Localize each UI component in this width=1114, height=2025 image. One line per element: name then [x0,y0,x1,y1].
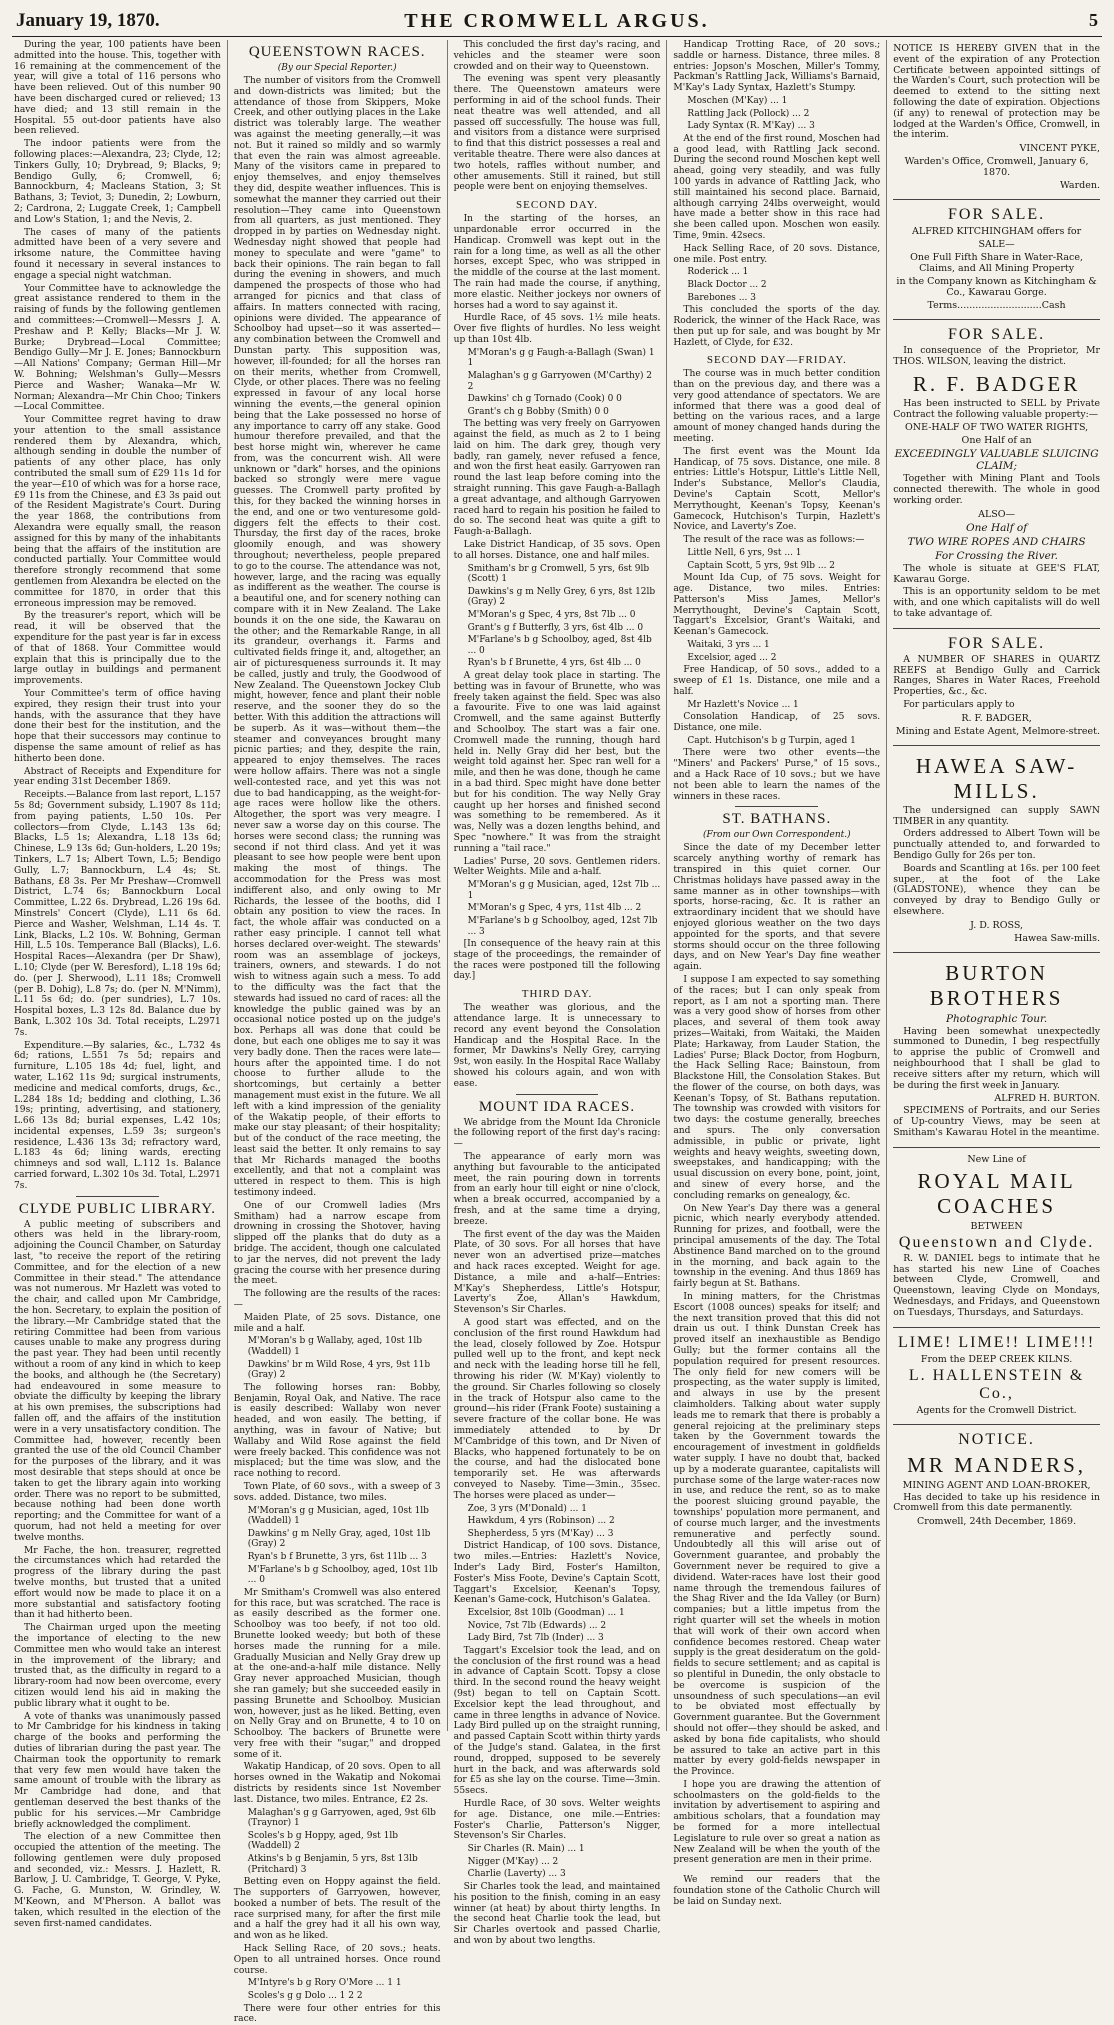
manders-ad [893,1424,1100,1536]
race-result: Waitaki, 3 yrs ... 1 [687,640,770,651]
race-result: Black Doctor ... 2 [687,279,767,290]
divider [516,1094,599,1095]
column-4 [667,40,887,1907]
race-result: Lady Syntax (R. M'Kay) ... 3 [687,121,815,132]
paragraph: On New Year's Day there was a general picnic, which nearly everybody attended. Running for prizes, and football, were the principal amusements of the day. The Total Abstinence Band marched on to the ground in the morning, and back again to the township in the evening. And thus 1869 has fairly begun at St. Bathans. [673,1203,881,1290]
paragraph: The cases of many of the patients admitted have been of a very severe and irksome nature, the Committee having found it necessary in several instances to engage a special night watchman. [14,227,221,281]
race-result: Sir Charles (R. Main) ... 1 [467,1844,585,1855]
ad-text: A NUMBER OF SHARES in QUARTZ REEFS at Bendigo Gully and Carrick Ranges, Shares in Water Races, Freehold Properties, &c., &c. [893,653,1100,698]
ad-line: BETWEEN [970,1220,1023,1232]
friday-heading: SECOND DAY—FRIDAY. [706,354,847,367]
race-heading: Hurdle Race, of 30 sovs. Welter weights for age. Distance, one mile.—Entries: Foster's Charlie, Patterson's Nigger, Stevenson's Sir Charles. [453,1799,661,1842]
ad-text: Boards and Scantling at 16s. per 100 feet super., at the foot of the Lake (GLADSTONE), whence they can be conveyed by dray to Bendigo Gully or elsewhere. [893,862,1100,917]
notice-office: Warden's Office, Cromwell, January 6, 1870. [904,156,1089,179]
third-day-heading: THIRD DAY. [521,988,593,1001]
ad-text: The whole is situate at GEE'S FLAT, Kawarau Gorge. [893,562,1100,585]
notice-signatory: VINCENT PYKE, [1019,143,1100,155]
paragraph: The following horses ran: Bobby, Benjamin, Royal Oak, and Native. The race is easily described: Wallaby won never headed, and won easily. The betting, if anything, was in favour of Native; but Wallaby and Wild Rose against the field were freely backed. This confidence was not misplaced; but the time was slow, and the race nothing to record. [233,1382,441,1480]
paragraph: Since the date of my December letter scarcely anything worthy of remark has transpired in this quiet corner. Our Christmas holidays have passed away in the same manner as in other townships—with sports, horse-racing, &c. It is rather an extraordinary incident that we should have enjoyed glorious weather on the two days appointed for the sports, and that severe storms should occur on the three following days, and on New Year's Day fine weather again. [673,843,881,973]
paragraph: In mining matters, for the Christmas Escort (1008 ounces) speaks for itself; and the next transition proved that this did not drain us out. I think Dunstan Creek has proved itself an inexhaustible as Bendigo Gully; but the former contains all the population required for present resources. The only field for new comers will be prospecting, as the water supply is limited, and always in use by the present claimholders. Talking about water supply leads me to remark that there is probably a general rejoicing at the preliminary steps taken by the Government towards the encouragement of investment in goldfields water supply. I have no doubt that, backed up by a moderate guarantee, capitalists will purchase some of the large water-races now in use, and reduce the rent, so as to make the poorest sluicing ground payable, the townships' population more permanent, and of course much larger, and the investments remunerative and perfectly sound. Undoubtedly all this will arise out of Government guarantee, and probably the Government never be required to give a dividend. Water-races have lost their good name through the tremendous failures of the Shag River and the Ida Valley (or Burn) companies; but a little impetus from the right quarter will set the wheels in motion that will work of their own accord when confidence becomes restored. Cheap water supply is the great desideratum on the gold-fields to secure settlement; and as capital is so plentiful in Dunedin, the only obstacle to be overcome is suspicion of the unsoundness of such speculations—an evil to be obviated most effectually by Government guarantee. But the Government should not offer—they should be asked, and asked by bona fide capitalists, who should be assured to take an active part in this matter by every gold-fields newspaper in the Province. [673,1292,881,1778]
st-bathans-heading: ST. BATHANS. [722,811,832,828]
expenditure: Expenditure.—By salaries, &c., L.732 4s 6d; rations, L.551 7s 5d; repairs and furniture, L.105 18s 4d; fuel, light, and water, L.162 11s 9d; surgical instruments, medicine and medical comforts, drugs, &c., L.284 18s 1d; bedding and clothing, L.36 19s; printing, advertising, and stationery, L.66 13s 8d; burial expenses, L.42 10s; incidental expenses, L.59 3s; surgeon's residence, L.436 13s 3d; refractory ward, L.183 4s 6d; lining wards, erecting chimneys and sod wall, L.112 1s. Balance carried forward, L.302 10s 3d. Total, L.2971 7s. [14,1040,221,1191]
page-number: 5 [1089,10,1098,30]
ad-line: Terms............................Cash [927,300,1066,312]
race-result: Ryan's b f Brunette, 4 yrs, 6st 4lb ... 0 [467,658,641,669]
manders-name: MR MANDERS, [907,1452,1087,1477]
column-3 [448,40,668,1946]
paragraph: The first event of the day was the Maiden Plate, of 30 sovs. For all horses that have never won an advertised prize—matches and hack races excepted. Weight for age. Distance, a mile and a-half—Entries: M'Kay's Shepherdess, Little's Hotspur, Laverty's Zoe, Allan's Hawkdum, Stevenson's Sir Charles. [453,1229,661,1316]
paragraph: There were four other entries for this race. [233,2003,441,2025]
ad-line: J. D. ROSS, [970,919,1024,931]
race-heading: Wakatip Handicap, of 20 sovs. Open to all horses owned in the Wakatip and Nokomai districts by residents since 1st November last. Distance, two miles. Entrance, £2 2s. [233,1762,441,1805]
ad-heading: FOR SALE. [948,634,1046,652]
ad-line: ALSO— [978,508,1016,520]
paragraph: The appearance of early morn was anything but favourable to the anticipated meet, the rain pouring down in torrents from an early hour till eight or nine o'clock, when a break occurred, accompanied by a fresh, and at the same time a drying, breeze. [453,1152,661,1227]
byline: (By our Special Reporter.) [277,63,397,73]
paragraph: I suppose I am expected to say something of the races; but I can only speak from report, as I am not a sporting man. There was a very good show of horses from other places, and several of them took away prizes—Waitaki, from Waitaki, the Maiden Plate; Harkaway, from Lauder Station, the Ladies' Purse; Black Doctor, from Hogburn, the Hack Selling Race; Bainstoun, from Blackstone Hill, the Consolation Stakes. But the flower of the course, on both days, was Keenan's Topsy, of St. Bathans reputation. The township was crowded with visitors for two days: the costume generally, breeches and spurs. The only conversation admissible, in public or private, light weights and heavy weights, sweeting down, sweepstakes, and handicapping; with the usual discussion on every bone, point, joint, and sinew of every horse, and the concluding remarks on genealogy, &c. [673,974,881,1201]
race-result: M'Moran's g g Musician, aged, 12st 7lb ... 1 [467,880,661,901]
race-result: Nigger (M'Kay) ... 2 [467,1856,559,1867]
race-result: M'Farlane's b g Schoolboy, aged, 8st 4lb ... 0 [467,635,652,656]
abstract-heading: Abstract of Receipts and Expenditure for year ending 31st December 1869. [14,766,221,788]
ad-line: EXCEEDINGLY VALUABLE SLUICING CLAIM; [894,448,1099,473]
mount-ida-heading: MOUNT IDA RACES. [478,1098,636,1115]
second-day-heading: SECOND DAY. [516,199,598,212]
race-result: Scoles's g g Dolo ... 1 2 2 [247,1991,363,2001]
ad-text: In consequence of the Proprietor, Mr THOS. WILSON, leaving the district. [893,345,1100,367]
paragraph: The election of a new Committee then occupied the attention of the meeting. The following gentlemen were duly proposed and seconded, viz.: Messrs. J. Hazlett, R. Barlow, J. U. Cambridge, T. George, V. Pyke, G. Fache, G. Munston, W. Grindley, W. M'Keown, and M'Pherson. A ballot was taken, which resulted in the election of the seven first-named candidates. [14,1832,221,1929]
race-result: Capt. Hutchison's b g Turpin, aged 1 [687,735,856,746]
kitchingham-ad [893,199,1100,319]
paragraph: The indoor patients were from the following places:—Alexandra, 23; Clyde, 12; Tinkers Gully, 10; Drybread, 9; Blacks, 9; Bendigo Gully, 6; Cromwell, 6; Bannockburn, 4; Macleans Station, 3; St Bathans, 3; Teviot, 3; Dunedin, 2; Lowburn, 2; Cardrona, 2; Luggate Creek, 1; Campbell and Low's Station, 1; and the Nevis, 2. [14,139,221,225]
race-result: Novice, 7st 7lb (Edwards) ... 2 [467,1620,607,1631]
ad-line: Hawea Saw-mills. [1014,932,1100,944]
lime-ad [893,1327,1100,1424]
ad-text: Orders addressed to Albert Town will be punctually attended to, and forwarded to Bendigo Gully for 26s per ton. [893,828,1100,861]
race-result: M'Farlane's b g Schoolboy, aged, 10st 1lb ... 0 [247,1564,438,1586]
paragraph: A vote of thanks was unanimously passed to Mr Cambridge for his kindness in taking charge of the books and performing the duties of librarian during the past year. The Chairman took the opportunity to remark that very few men would have taken the same amount of trouble with the library as Mr Cambridge had done, and that gentleman deserved the best thanks of the public for his services.—Mr Cambridge briefly acknowledged the compliment. [14,1711,221,1830]
race-result: Malaghan's g g Garryowen, aged, 9st 6lb (Traynor) 1 [247,1807,436,1829]
issue-date: January 19, 1870. [16,10,160,31]
paragraph: Your Committee regret having to draw your attention to the small assistance rendered them by Alexandra, which, although sending in double the number of patients of any other place, has only contributed the small sum of £29 11s 1d for the year—£10 of which was for a horse race, £9 11s from the Chinese, and £3 3s paid out of the Resident Magistrate's Court. During the year 1868, the contributions from Alexandra were equally small, the reason assigned for this by many of the inhabitants being that the affairs of the institution are conducted partially. Your Committee would therefore strongly recommend that some gentlemen from Alexandra be elected on the committee for 1870, in order that this erroneous impression may be removed. [14,415,221,609]
queenstown-races-heading: QUEENSTOWN RACES. [248,44,426,60]
paragraph: Sir Charles took the lead, and maintained his position to the finish, coming in an easy winner (at heat) by about thirty lengths. In the second heat Charlie took the lead, but Sir Charles overtook and passed Charlie, and won by about two lengths. [453,1882,661,1946]
race-result: M'Intyre's b g Rory O'More ... 1 1 [247,1978,402,1989]
paragraph: At the end of the first round, Moschen had a good lead, with Rattling Jack second. During the second round Moschen kept well ahead, going very steadily, and was fully 100 yards in advance of Rattling Jack, who still maintained his second place. Barnaid, although carrying 24lbs overweight, would have made a better show in this race had she been called upon. Moschen won easily. Time, 9min. 42secs. [673,133,881,241]
ad-heading: LIME! LIME!! LIME!!! [897,1333,1096,1351]
race-heading: Mount Ida Cup, of 75 sovs. Weight for age. Distance, two miles. Entries: Patterson's Miss James, Mellor's Merrythought, Devine's Captain Scott, Taggart's Excelsior, Grant's Waitaki, and Keenan's Gamecock. [673,573,881,638]
race-result: Barebones ... 3 [687,292,756,303]
race-heading: Consolation Handicap, of 25 sovs. Distance, one mile. [673,712,881,733]
race-result: Dawkins' g m Nelly Gray, aged, 10st 1lb (Gray) 2 [247,1528,431,1550]
ad-line: R. F. BADGER, [961,712,1032,724]
ad-heading: NOTICE. [958,1430,1035,1448]
clyde-library-heading: CLYDE PUBLIC LIBRARY. [18,1200,216,1217]
badger-ad [893,319,1100,628]
ad-text: Having been somewhat unexpectedly summoned to Dunedin, I beg respectfully to apprise the public of Cromwell and neighbourhood that I shall be glad to receive sitters after my return, which will be during the first week in January. [893,1025,1100,1091]
ad-line: L. HALLENSTEIN & Co., [908,1366,1085,1402]
race-result: Zoe, 3 yrs (M'Donald) ... 1 [467,1503,587,1514]
race-result: Scoles's b g Hoppy, aged, 9st 1lb (Waddell) 2 [247,1830,398,1852]
ad-heading: FOR SALE. [948,326,1046,344]
ad-heading: HAWEA SAW-MILLS. [915,753,1078,803]
ad-line: New Line of [967,1153,1026,1165]
ad-line: in the Company known as Kitchingham & Co., Kawarau Gorge. [896,276,1097,299]
ad-heading: ROYAL MAIL COACHES [917,1168,1076,1218]
race-heading: Hack Selling Race, of 20 sovs. Distance, one mile. Post entry. [673,243,881,265]
race-result: Charlie (Laverty) ... 3 [467,1869,566,1880]
race-result: Excelsior, 8st 10lb (Goodman) ... 1 [467,1608,625,1619]
race-heading: Free Handicap, of 50 sovs., added to a sweep of £1 1s. Distance, one mile and a half. [673,665,881,697]
ad-line: ALFRED KITCHINGHAM offers for [912,226,1082,238]
race-result: Rattling Jack (Pollock) ... 2 [687,108,810,119]
column-5-ads [887,40,1106,1731]
hawea-ad [893,745,1100,952]
race-result: Little Nell, 6 yrs, 9st ... 1 [687,548,802,559]
paragraph: One of our Cromwell ladies (Mrs Smitham) had a narrow escape from drowning in crossing the Shotover, having slipped off the planks that do duty as a bridge. The accident, though one calculated to jar the nerves, did not prevent the lady gracing the course with her presence during the meet. [233,1200,441,1287]
paper-title: THE CROMWELL ARGUS. [404,10,710,32]
race-result: Dawkins' ch g Tornado (Cook) 0 0 [467,394,622,405]
divider [76,1196,159,1197]
ad-text: R. W. DANIEL begs to intimate that he has started his new Line of Coaches between Clyde, Cromwell, and Queenstown, leaving Clyde on Mondays, Wednesdays, and Fridays, and Queenstown on Tuesdays, Thursdays, and Saturdays. [893,1252,1100,1318]
paragraph: Mr Fache, the hon. treasurer, regretted the circumstances which had retarded the progress of the library during the past twelve months, but trusted that a united effort would now be made to place it on a more substantial and satisfactory footing than it had hitherto been. [14,1545,221,1621]
ad-line: One Full Fifth Share in Water-Race, Claims, and All Mining Property [910,252,1084,275]
race-result: Ryan's b f Brunette, 3 yrs, 6st 11lb ... 3 [247,1551,427,1562]
ad-line: SALE— [978,239,1015,251]
ad-line: For Crossing the River. [935,549,1059,562]
burton-ad [893,952,1100,1147]
paragraph: This concluded the first day's racing, and vehicles and the steamer were soon crowded and on their way to Queenstown. [453,40,661,72]
race-result: Lady Bird, 7st 7lb (Inder) ... 3 [467,1633,604,1644]
paragraph: Betting even on Hoppy against the field. The supporters of Garryowen, however, booked a number of bets. The result of the race surprised many, for after the first mile and a half the grey had it all his own way, and won as he liked. [233,1877,441,1942]
race-result: Malaghan's g g Garryowen (M'Carthy) 2 2 [467,370,653,392]
paragraph: The betting was very freely on Garryowen against the field, as much as 2 to 1 being laid on him. The dark grey, though very badly, ran gamely, never refused a fence, and won the first heat easily. Garryowen ran round the last leap before coming into the straight running. This gave Faugh-a-Ballagh a great advantage, and although Garryowen raced hard to regain his position he failed to do so. The second heat was quite a gift to Faugh-a-Ballagh. [453,419,661,538]
paragraph: [In consequence of the heavy rain at this stage of the proceedings, the remainder of the races were postponed till the following day.] [453,939,661,982]
paragraph: The number of visitors from the Cromwell and down-districts was limited; but the attendance of those from Skippers, Moke Creek, and other outlying places in the Lake district was tolerably large. The weather was against the meeting generally,—it was not. But it rained so mildly and so warmly that even the rain was almost agreeable. Many of the visitors came in prepared to enjoy themselves, and enjoy themselves they did, despite weather influences. This is somewhat the manner they carried out their resolution—They came into Queenstown from all quarters, as just mentioned. They dropped in by parties on Wednesday night. Wednesday night showed that people had money to speculate and were "game" to back their opinions. The rain began to fall during the evening in showers, and much dampened the prospects of those who had arranged for picnics and that class of affairs. In matters connected with racing, opinions were divided. The appearance of Schoolboy had upset—so it was asserted—any combination between the Cromwell and Dunstan party. This supposition was, however, ill-founded; for all the horses ran on their merits, whether from Cromwell, Clyde, or other places. There was no feeling expressed in favour of any local horse winning the events,—the general opinion being that the Lake possessed no horse of any importance to carry off any stake. Good humour therefore prevailed, and that the best horse might win, wherever he came from, was the concurrent wish. All were unknown or "dark" horses, and the opinions backed so strongly were mere vague guesses. The Cromwell party profited by this, for they backed the winning horses in the end, and one or two venturesome gold-diggers felt the effects to their cost. Thursday, the first day of the races, broke gloomily enough, and was showery throughout; nevertheless, people prepared to go to the course. The attendance was not, however, large, and the racing was equally as indifferent as the weather. The course is a beautiful one, and for scenery nothing can compare with it in New Zealand. The Lake bounds it on the one side, the Kawarau on the other; and the Remarkable Range, in all its grandeur, overhangs it. Farms and cultivated fields fringe it, and, altogether, an air of picturesqueness surrounds it. It may be called, justly and truly, the Goodwood of New Zealand. The Queenstown Jockey Club might, however, fence and plant their noble reserve, and the sooner they do so the better. With this addition the attractions will be superb. As it was—without them—the steamer and conveyances brought many picnic parties; and they, despite the rain, appeared to enjoy themselves. The races were hollow affairs. There was not a single well-contested race, and yet this was not due to bad handicapping, as the weight-for-age races were hollow like the others. Altogether, the sport was very meagre. I never saw a worse day on this course. The horses were second class; the running was second if not third class. And yet it was pleasant to see how people were bent upon making the most of things. The accommodation for the Press was most indifferent also, and only owing to Mr Richards, the lessee of the booths, did I obtain any position to view the races. In fact, the whole affair was conducted on a rather easy principle. I cannot tell what horses declared over-weight. The stewards' room was an assemblage of jockeys, trainers, owners, and stewards. I do not wish to witness again such a mess. To add to the difficulty was the fact that the stewards had issued no card of races: all the knowledge the public gained was by an occasional notice posted up on the judge's box. Perhaps all was done that could be done, but each one obliges me to say it was very badly done. Then the races were late—hours after the appointed time. I do not choose to further allude to the shortcomings, but certainly a better management must exist in the future. We all left with a kind impression of the geniality of the Wakatip people, of their efforts to make our stay pleasant; of their hospitality; but of the conduct of the race meeting, the least said the better. It only remains to say that Mr Richards managed the booths excellently, and that not a complaint was uttered in respect to them. This is high testimony indeed. [233,76,441,1199]
ad-line: Photographic Tour. [945,1012,1048,1025]
warden-notice [893,40,1100,199]
race-result: Captain Scott, 5 yrs, 9st 9lb ... 2 [687,560,836,571]
paragraph: Your Committee have to acknowledge the great assistance rendered to them in the raising of funds by the following gentlemen and committees:—Cromwell—Messrs J. A. Preshaw and P. Kelly; Blacks—Mr J. W. Burke; Drybread—Local Committee; Bendigo Gully—Mr J. E. Jones; Bannockburn—All Nations' Company; German Hill—Mr W. Bohning; Welshman's Gully—Messrs Pierce and Washer; Wanaka—Mr W. Norman; Alexandra—Mr Chin Choo; Tinkers—Local Committee. [14,283,221,413]
race-heading: Ladies' Purse, 20 sovs. Gentlemen riders. Welter Weights. Mile and a-half. [453,856,661,878]
race-result: Dawkins's g m Nelly Grey, 6 yrs, 8st 12lb (Gray) 2 [467,586,656,608]
notice-role: Warden. [1059,180,1100,192]
paragraph: A great delay took place in starting. The betting was in favour of Brunette, who was freely taken against the field. Spec was also a favourite. Five to one was laid against Cromwell, and the same against Butterfly and Schoolboy. The start was a fair one. Cromwell made the running, though hard held in. Nelly Gray did her best, but the weight told against her. Spec ran well for a mile, and then he was done, though he came in a bad third. Spec might have done better but for his condition. The way Nelly Gray caught up her horses and finished second was something to be remembered. As it was, Nelly was a dozen lengths behind, and Spec "nowhere." It was from the straight running a "tail race." [453,670,661,854]
race-result: M'Moran's b g Wallaby, aged, 10st 1lb (Waddell) 1 [247,1336,422,1358]
race-heading: Lake District Handicap, of 35 sovs. Open to all horses. Distance, one and half miles. [453,540,661,561]
race-result: Grant's g f Butterfly, 3 yrs, 6st 4lb ... 0 [467,622,644,633]
ad-line: Mining and Estate Agent, Melmore-street. [895,725,1100,737]
race-heading: Maiden Plate, of 25 sovs. Distance, one mile and a half. [233,1312,441,1334]
paragraph: The evening was spent very pleasantly there. The Queenstown amateurs were performing in aid of the school funds. Their neat theatre was well attended, and all passed off successfully. The house was full, and visitors from a distance were surprised to find that this district possesses a real and veritable theatre. There were also dances at two hotels, raffles without number, and other amusements. Still it rained, but still people were bent on enjoying themselves. [453,74,661,193]
receipts: Receipts.—Balance from last report, L.157 5s 8d; Government subsidy, L.1907 8s 11d; from paying patients, L.50 10s. Per collectors—from Clyde, L.143 13s 6d; Blacks, L.5 1s; Alexandra, L.18 13s 6d; Chinese, L.9 13s 6d; Gun-holders, L.20 19s; Tinkers, L.7 1s; Albert Town, L.5; Bendigo Gully, L.7; Bannockburn, L.4 4s; St. Bathans, £8 3s. Per Mr Preshaw—Cromwell District, L.74 6s; Bannockburn Local Committee, L.22 6s. Drybread, L.26 19s 6d. Minstrels' Concert (Clyde), L.11 6s 6d. Pierce and Washer, Welshman, L.14 4s. T. Link, Blacks, L.2 10s. W. Bohning, German Hill, L.5 10s. Temperance Ball (Blacks), L.6. Hospital Races—Alexandra (per Dr Shaw), L.10; Clyde (per W. Beresford), L.18 19s 6d; do. (per J. Sherwood), L.11 18s; Cromwell (per B. Dohig), L.8 7s; do. (per N. M'Nimm), L.11 5s 6d; do. (per sundries), L.7 10s. Hospital boxes, L.3 12s 8d. Balance due by Bank, L.302 10s 3d. Total receipts, L.2971 7s. [14,790,221,1038]
ad-line: MINING AGENT AND LOAN-BROKER, [902,1479,1091,1491]
race-result: Excelsior, aged ... 2 [687,652,777,663]
divider [735,1870,818,1871]
race-result: M'Moran's g Spec, 4 yrs, 11st 4lb ... 2 [467,903,642,914]
paragraph: The first event was the Mount Ida Handicap, of 75 sovs. Distance, one mile. 8 entries: Little's Hotspur, Little's Little Nell, Inder's Substance, Mellor's Claudia, Devine's Captain Scott, Mellor's Merrythought, Keenan's Topsy, Keenan's Gamecock, Hutchison's Turpin, Hazlett's Novice, and Laverty's Zoe. [673,446,881,533]
ad-line: ONE-HALF OF TWO WATER RIGHTS, [904,422,1089,434]
paragraph: The weather was glorious, and the attendance large. It is unnecessary to record any event beyond the Consolation Handicap and the Hospital Race. In the former, Mr Dawkins's Nelly Grey, carrying 9st, won easily. In the Hospital Race Wallaby showed his colours again, and won with ease. [453,1003,661,1089]
race-result: Dawkins' br m Wild Rose, 4 yrs, 9st 11b (Gray) 2 [247,1359,431,1381]
paragraph: Mr Smitham's Cromwell was also entered for this race, but was scratched. The race is as easily described as the former one. Schoolboy was too beefy, if not too old. Brunette looked weedy; but both of these horses made the running for a mile. Gradually Musician and Nelly Gray drew up at the one-and-a-half mile distance. Nelly Gray never approached Musician, though she ran gamely; but she succeeded easily in passing Brunette and Schoolboy. Musician won, however, just as he liked. Betting, even on Nelly Gray and on Brunette, 4 to 10 on Schoolboy. The backers of Brunette were very free with their "sugar," and dropped some of it. [233,1587,441,1760]
paragraph: During the year, 100 patients have been admitted into the house. This, together with 16 remaining at the commencement of the year, will give a total of 116 persons who have been relieved. Out of this number 90 have been discharged cured or relieved; 13 have died; and 13 still remain in the Hospital. 55 out-door patients have also been relieved. [14,40,221,137]
race-result: Hawkdum, 4 yrs (Robinson) ... 2 [467,1516,615,1527]
column-1 [8,40,228,1929]
paragraph: Taggart's Excelsior took the lead, and on the conclusion of the first round was a head in advance of Captain Scott. Topsy a close third. In the second round the heavy weight (9st) began to tell on Captain Scott. Excelsior kept the lead throughout, and came in three lengths in advance of Novice. Lady Bird pulled up on the straight running, and passed Captain Scott within thirty yards of the Judge's stand. Galatea, in the first round, dropped, supposed to be severely hurt in the back, and was afterwards sold for £5 as she lay on the course. Time—3min. 55secs. [453,1645,661,1797]
badger-name: R. F. BADGER [912,371,1081,396]
ad-line: Cromwell, 24th December, 1869. [917,1516,1077,1528]
race-result: Mr Hazlett's Novice ... 1 [687,699,799,710]
race-heading: Town Plate, of 60 sovs., with a sweep of 3 sovs. added. Distance, two miles. [233,1481,441,1503]
divider [735,806,818,807]
race-result: Moschen (M'Kay) ... 1 [687,95,788,106]
paragraph: The Chairman urged upon the meeting the importance of electing to the new Committee men who would take an interest in the improvement of the library; and trusted that, as the difficulty in regard to a library-room had now been overcome, every citizen would lend his aid in making the public library what it ought to be. [14,1623,221,1709]
race-result: M'Moran's g g Musician, aged, 10st 1lb (Waddell) 1 [247,1505,429,1527]
ad-text: The undersigned can supply SAWN TIMBER in any quantity. [893,804,1100,827]
paragraph: A good start was effected, and on the conclusion of the first round Hawkdum had the lead, closely followed by Zoe. Hotspur pulled well up to the front, and kept neck and neck with the leading horse till he fell, throwing his rider (W. M'Kay) violently to the ground. Sir Charles following so closely in the track of Hotspur also came to the ground—his rider (Frank Foote) sustaining a severe fracture of the collar bone. He was immediately attended to by Dr M'Cambridge of this town, and Dr Niven of Blacks, who happened fortunately to be on the course, and had the dislocated bone temporarily set. He was afterwards conveyed to Naseby. Time—3min., 35sec. The horses were placed as under— [453,1318,661,1501]
ad-line: One Half of an [961,435,1032,447]
paragraph: I hope you are drawing the attention of schoolmasters on the gold-fields to the invitation by advertisement to aspiring and ambitious scholars, that a foundation may be formed for a more intellectual Legislature to rule over so great a nation as New Zealand will be when the youth of the present generation are men in their prime. [673,1779,881,1866]
paragraph: In the starting of the horses, an unpardonable error occurred in the Handicap. Cromwell was kept out in the rain for a long time, as well as all the other horses, except Spec, who was stripped in the middle of the course at the last moment. The rain had made the course, if anything, more elastic. Neither jockeys nor owners of horses had a word to say against it. [453,214,661,311]
correspondent-byline: (From our Own Correspondent.) [702,830,851,841]
paragraph: We remind our readers that the foundation stone of the Catholic Church will be laid on Sunday next. [673,1875,881,1907]
quartz-shares-ad [893,628,1100,745]
paragraph: There were two other events—the "Miners' and Packers' Purse," of 15 sovs., and a Hack Race of 10 sovs.; but we have not been able to learn the names of the winners in these races. [673,748,881,802]
ad-text: Has decided to take up his residence in Cromwell from this date permanently. [893,1491,1100,1514]
notice-text: NOTICE IS HEREBY GIVEN that in the event of the expiration of any Protection Certificate between appointed sittings of the Warden's Court, such protection will be deemed to extend to the sitting next following the date of expiration. Objections (if any) to renewal of protection may be lodged at the Warden's Office, Cromwell, in the interim. [893,43,1100,141]
royal-mail-ad [893,1147,1100,1327]
ad-text: SPECIMENS of Portraits, and our Series of Up-country Views, may be seen at Smitham's Kawarau Hotel in the meantime. [893,1105,1100,1139]
ad-line: Agents for the Cromwell District. [916,1404,1077,1416]
paragraph: The course was in much better condition than on the previous day, and there was a very good attendance of spectators. We are informed that there was a good deal of betting on the various races, and a large amount of money changed hands during the meeting. [673,369,881,445]
paragraph: This concluded the sports of the day. Roderick, the winner of the Hack Race, was then put up for sale, and was bought by Mr Hazlett, of Clyde, for £32. [673,305,881,348]
race-heading: Hurdle Race, of 45 sovs. 1½ mile heats. Over five flights of hurdles. No less weight up than 10st 4lb. [453,313,661,345]
ad-heading: FOR SALE. [948,206,1046,224]
paragraph: Your Committee's term of office having expired, they resign their trust into your hands, with the assurance that they have done their best for the institution, and the hope that their successors may continue to dispense the same amount of relief as has hitherto been done. [14,689,221,764]
paragraph: We abridge from the Mount Ida Chronicle the following report of the first day's racing:— [453,1117,661,1150]
ad-heading: BURTON BROTHERS [929,960,1064,1010]
masthead [12,6,1102,37]
race-result: M'Moran's g Spec, 4 yrs, 8st 7lb ... 0 [467,610,636,621]
ad-line: TWO WIRE ROPES AND CHAIRS [907,535,1086,548]
paragraph: By the treasurer's report, which will be read, it will be observed that the expenditure for the past year is far in excess of that of 1868. Your Committee would explain that this is principally due to the large outlay in buildings and permanent improvements. [14,611,221,687]
paragraph: The following are the results of the races:— [233,1289,441,1311]
paragraph: The result of the race was as follows:— [683,535,865,546]
ad-line: ALFRED H. BURTON. [994,1093,1100,1105]
ad-line: One Half of [966,521,1028,534]
ad-text: For particulars apply to [903,698,1015,710]
race-result: M'Farlane's b g Schoolboy, aged, 12st 7lb ... 3 [467,915,658,937]
ad-line: Queenstown and Clyde. [898,1233,1095,1251]
race-result: Atkins's b g Benjamin, 5 yrs, 8st 13lb (Pritchard) 3 [247,1854,418,1875]
race-result: Grant's ch g Bobby (Smith) 0 0 [467,406,609,417]
race-heading: Handicap Trotting Race, of 20 sovs.; saddle or harness. Distance, three miles. 8 entries: Jopson's Moschen, Miller's Tommy, Packman's Rattling Jack, Williams's Barnaid, M'Kay's Lady Syntax, Hazlett's Stumpy. [673,40,881,94]
paragraph: A public meeting of subscribers and others was held in the library-room, adjoining the Council Chamber, on Saturday last, "to receive the report of the retiring Committee, and for the election of a new Committee in their stead." The attendance was not numerous. Mr Hazlett was voted to the chair, and called upon Mr Cambridge, the hon. Secretary, to explain the position of the library.—Mr Cambridge stated that the retiring Committee had been from various causes unable to make any progress during the past year. They had been until recently without a room of any kind in which to keep the books, and although he (the Secretary) had endeavoured in some measure to obviate the difficulty by keeping the library at his own premises, the subscriptions had fallen off, and the affairs of the institution were in a very unsatisfactory condition. The Committee had, however, recently been granted the use of the old Council Chamber for the purposes of the library, and it was most desirable that steps should at once be taken to get the library again into working order. There was no report to be submitted, because nothing had been done worth reporting; and the Committee for want of a quorum, had not held a meeting for over twelve months. [14,1219,221,1543]
ad-text: Has been instructed to SELL by Private Contract the following valuable property:— [893,397,1100,420]
race-heading: District Handicap, of 100 sovs. Distance, two miles.—Entries: Hazlett's Novice, Inder's Lady Bird, Foster's Hamilton, Foster's Miss Foote, Devine's Captain Scott, Taggart's Excelsior, Keenan's Topsy, Keenan's Game-cock, Hutchison's Galatea. [453,1541,661,1606]
race-result: Roderick ... 1 [687,267,749,278]
race-result: Smitham's br g Cromwell, 5 yrs, 6st 9lb (Scott) 1 [467,563,650,585]
race-heading: Hack Selling Race, of 20 sovs.; heats. Open to all untrained horses. Once round course. [233,1944,441,1976]
race-result: M'Moran's g g Faugh-a-Ballagh (Swan) 1 1 [467,347,655,369]
ad-text: This is an opportunity seldom to be met with, and one which capitalists will do well to take advantage of. [893,586,1100,619]
ad-text: Together with Mining Plant and Tools connected therewith. The whole in good working order. [893,473,1100,506]
race-result: Shepherdess, 5 yrs (M'Kay) ... 3 [467,1528,614,1539]
column-2 [228,40,448,2025]
ad-line: From the DEEP CREEK KILNS. [920,1353,1073,1365]
